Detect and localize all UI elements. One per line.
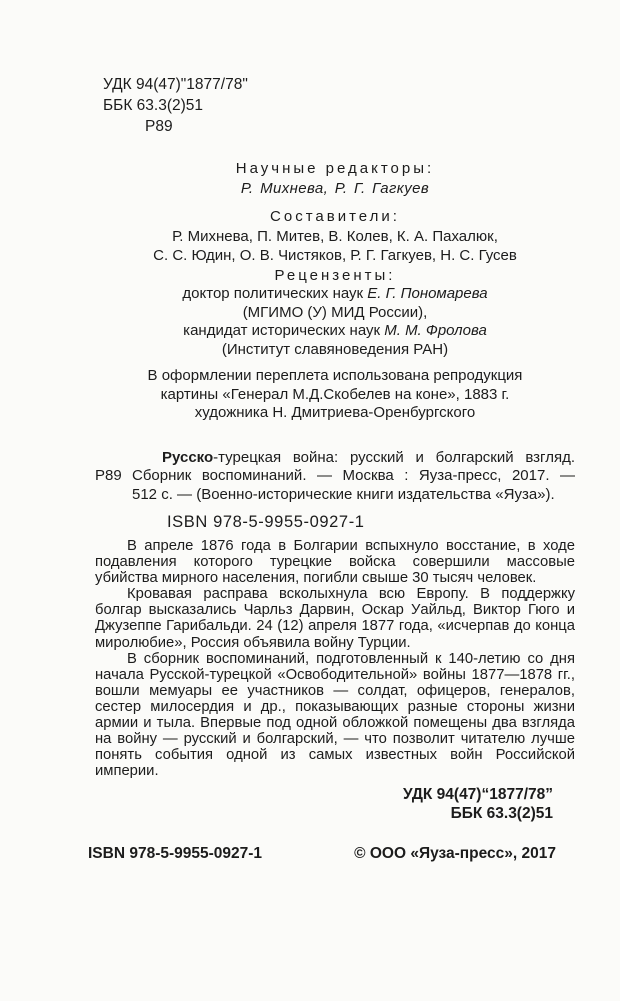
compilers-names-line-2: С. С. Юдин, О. В. Чистяков, Р. Г. Гагкуев, Н. С. Гусев bbox=[153, 247, 517, 264]
bbk-bottom-line: ББК 63.3(2)51 bbox=[450, 804, 553, 822]
annotation-paragraph-3: В сборник воспоминаний, подготовленный к 140-летию со дня начала Русской-турецкой «Освободительной» войны 1877—1878 гг., вошли мемуары ее участников — солдат, офицеров, генералов, сестер милосердия и др., показывающих разные стороны жизни армии и тыла. Впервые под одной обложкой помещены два взгляда на войну — русский и болгарский, — что позволит читателю лучше понять события одной из самых известных войн Российской империи. bbox=[95, 650, 575, 780]
compilers-names-line-1: Р. Михнева, П. Митев, В. Колев, К. А. Пахалюк, bbox=[172, 227, 498, 245]
cover-note-line-2: картины «Генерал М.Д.Скобелев на коне», 1883 г. bbox=[160, 385, 510, 403]
annotation-block bbox=[95, 538, 575, 779]
annotation-paragraph-1: В апреле 1876 года в Болгарии вспыхнуло восстание, в ходе подавления которого турецкие войска совершили массовые убийства мирного населения, погибли свыше 30 тысяч человек. bbox=[95, 538, 575, 587]
reviewers-heading: Рецензенты: bbox=[274, 266, 396, 284]
reviewer-1-line bbox=[95, 285, 575, 304]
bib-author-sign: Р89 bbox=[95, 467, 122, 484]
udk-top-line: УДК 94(47)"1877/78" bbox=[103, 76, 248, 93]
author-sign-line: Р89 bbox=[145, 118, 173, 135]
bib-line-2: Сборник воспоминаний. — Москва : Яуза-пресс, 2017. — bbox=[132, 467, 575, 484]
footer-copyright: © ООО «Яуза-пресс», 2017 bbox=[354, 845, 556, 862]
bbk-top-line: ББК 63.3(2)51 bbox=[103, 97, 204, 114]
footer-isbn: ISBN 978-5-9955-0927-1 bbox=[88, 845, 263, 862]
bib-title-line bbox=[132, 449, 575, 468]
reviewer-1-name: Е. Г. Пономарева bbox=[367, 285, 488, 302]
bib-title-bold-part: Русско bbox=[162, 448, 214, 466]
cover-note-line-3: художника Н. Дмитриева-Оренбургского bbox=[194, 404, 476, 421]
udk-bottom-line: УДК 94(47)“1877/78” bbox=[403, 786, 553, 804]
editors-heading: Научные редакторы: bbox=[235, 160, 435, 177]
editors-names: Р. Михнева, Р. Г. Гагкуев bbox=[240, 180, 430, 197]
cover-art-note bbox=[95, 367, 575, 423]
bottom-codes-block bbox=[95, 786, 575, 823]
reviewer-2-name: М. М. Фролова bbox=[384, 322, 487, 339]
bib-line-3: 512 с. — (Военно-исторические книги издательства «Яуза»). bbox=[132, 485, 555, 503]
annotation-paragraph-2: Кровавая расправа всколыхнула всю Европу. В поддержку болгар высказались Чарльз Дарвин, Оскар Уайльд, Виктор Гюго и Джузеппе Гарибальди. 24 (12) апреля 1877 года, «исчерпав до конца миролюбие», Россия объявила войну Турции. bbox=[95, 586, 575, 651]
reviewer-2-affiliation: (Институт славяноведения РАН) bbox=[221, 340, 449, 358]
reviewer-2-degree: кандидат исторических наук bbox=[183, 322, 385, 339]
reviewer-1-affiliation: (МГИМО (У) МИД России), bbox=[242, 303, 428, 321]
bibliographic-record bbox=[95, 449, 575, 505]
top-codes-block bbox=[95, 74, 575, 137]
cover-note-line-1: В оформлении переплета использована репродукция bbox=[147, 367, 523, 384]
scientific-editors-block bbox=[95, 159, 575, 199]
bib-title-rest: -турецкая война: русский и болгарский взгляд. bbox=[213, 448, 575, 466]
reviewers-block bbox=[95, 267, 575, 360]
compilers-heading: Составители: bbox=[270, 208, 400, 225]
compilers-block bbox=[95, 207, 575, 266]
imprint-footer bbox=[88, 845, 556, 863]
reviewer-1-degree: доктор политических наук bbox=[182, 285, 368, 302]
reviewer-2-line bbox=[95, 322, 575, 341]
isbn-number: ISBN 978-5-9955-0927-1 bbox=[167, 513, 365, 531]
